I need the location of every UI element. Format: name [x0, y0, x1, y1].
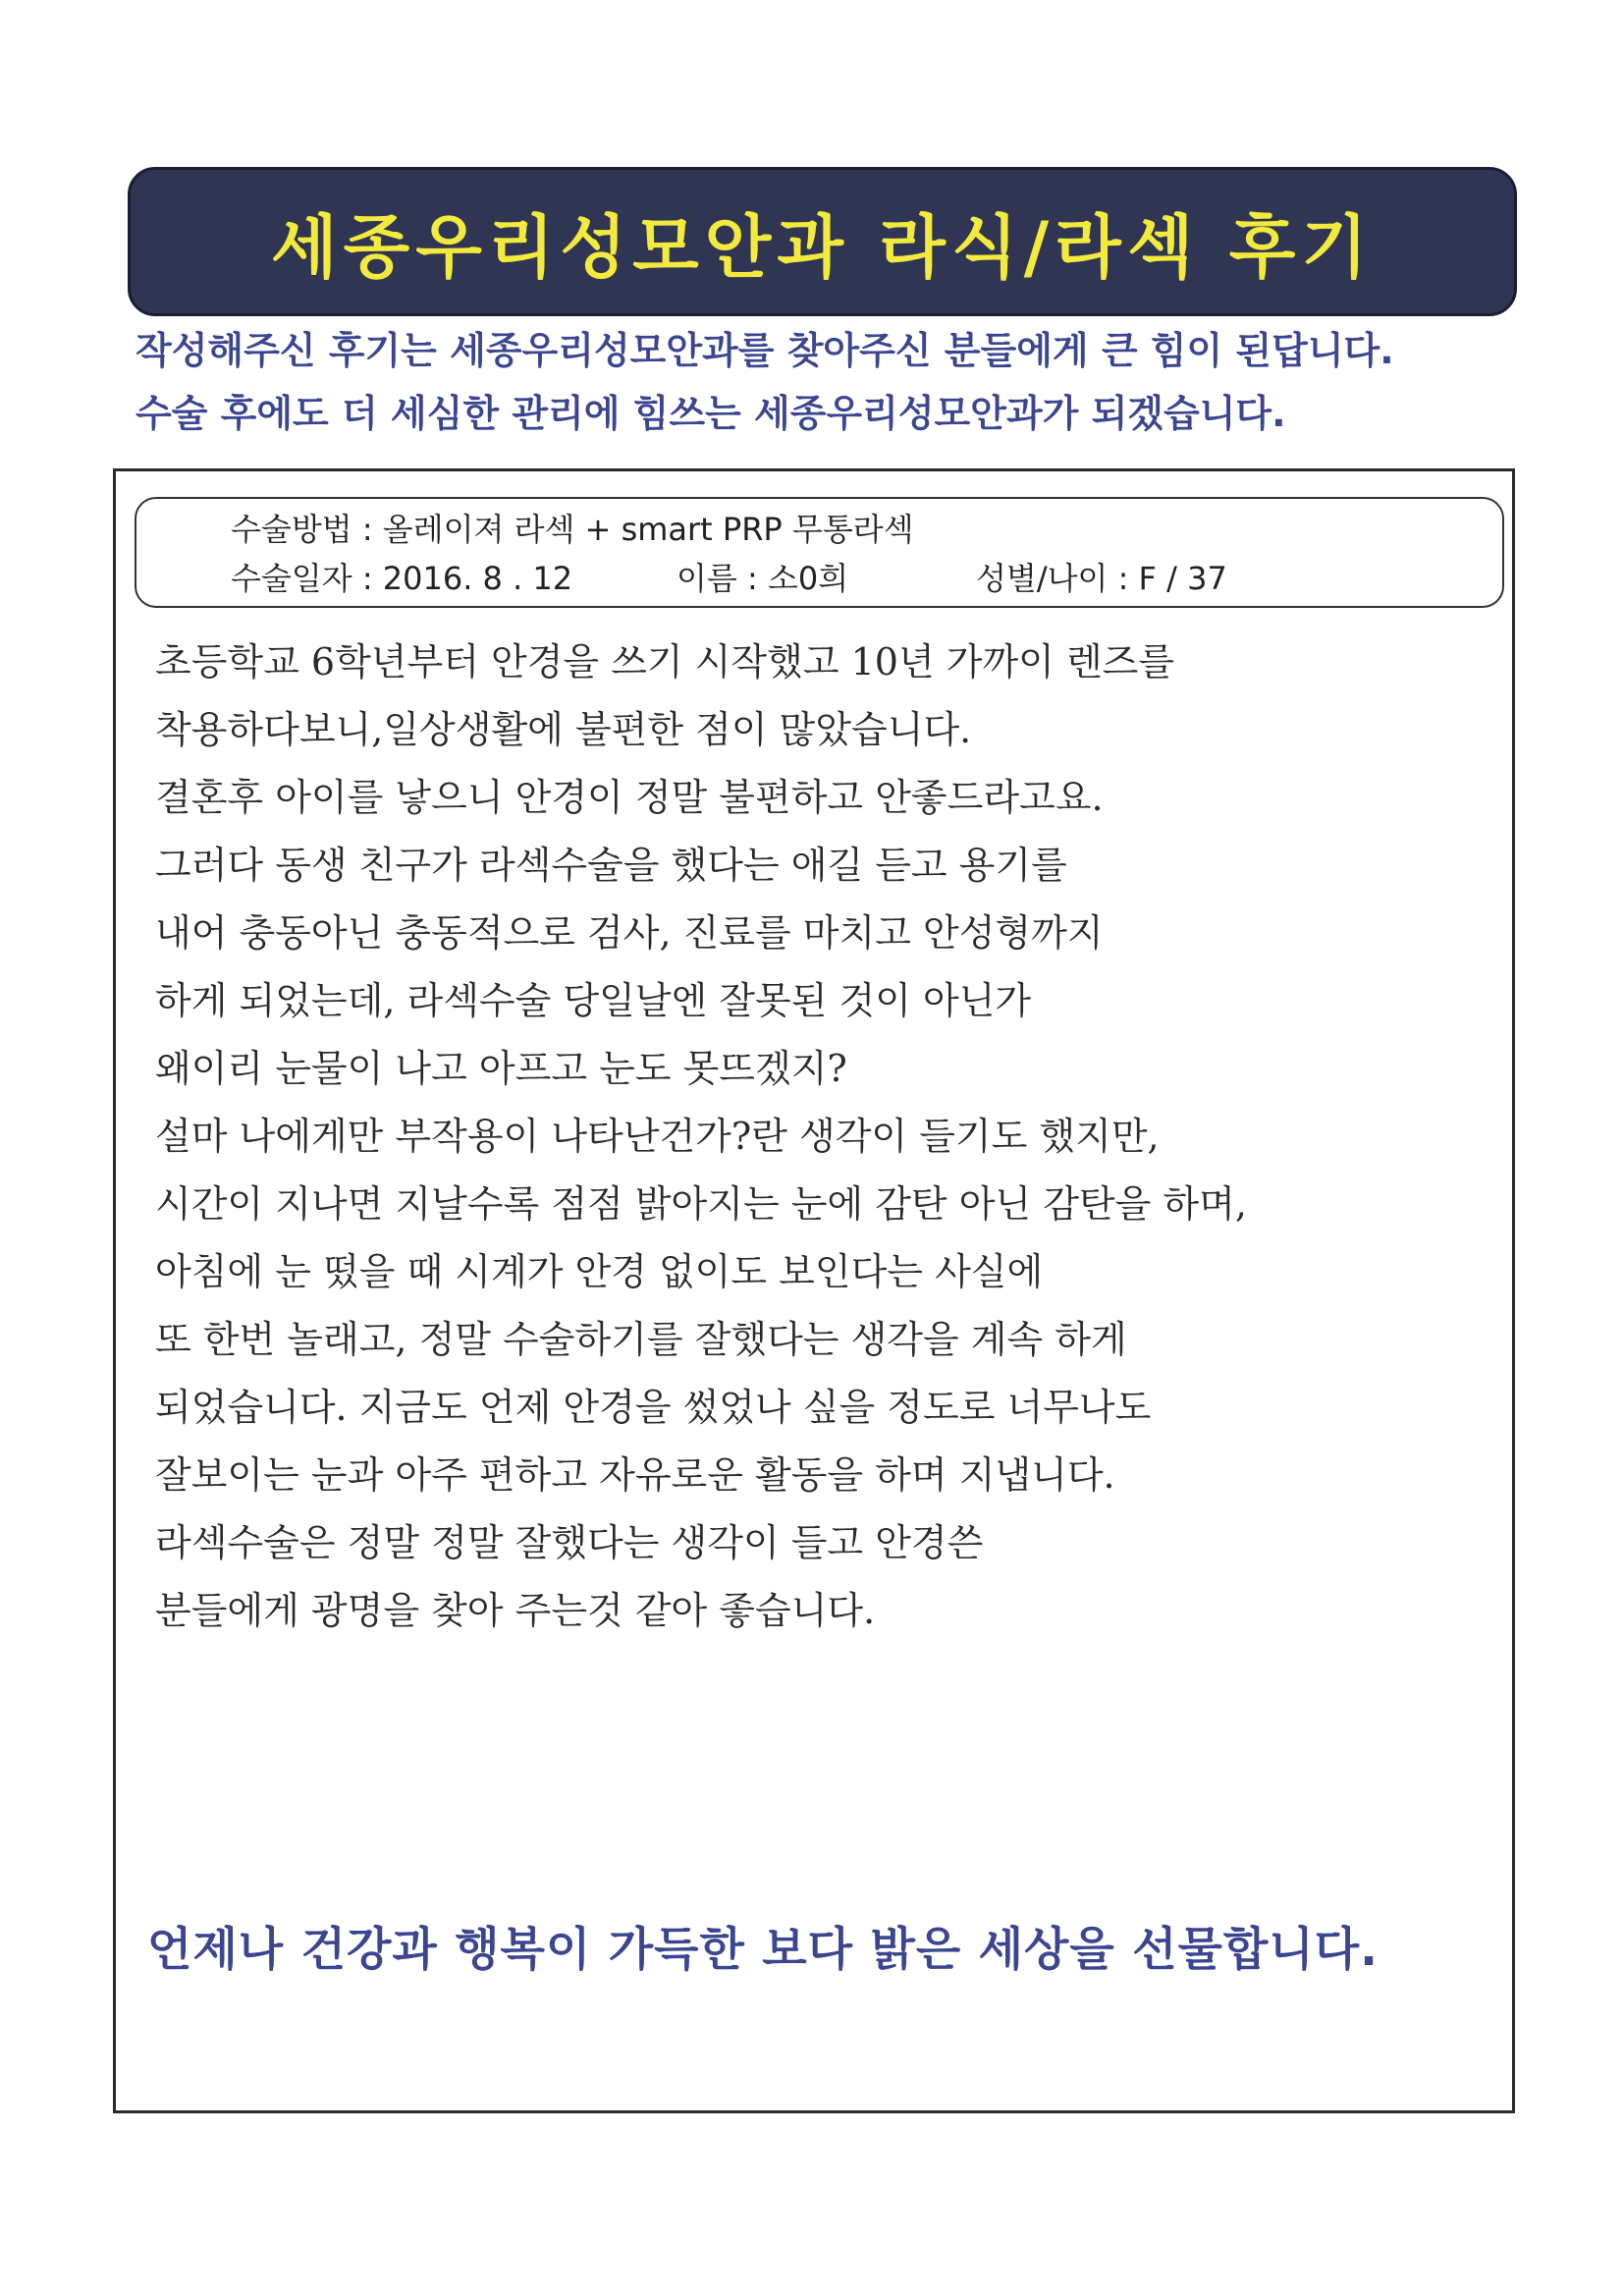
- review-line: 아침에 눈 떴을 때 시계가 안경 없이도 보인다는 사실에: [155, 1250, 1044, 1293]
- patient-name: 이름 : 소0희: [676, 560, 849, 597]
- review-body: [155, 629, 1510, 1645]
- review-line: 초등학교 6학년부터 안경을 쓰기 시작했고 10년 가까이 렌즈를: [155, 640, 1175, 683]
- review-line: 또 한번 놀래고, 정말 수술하기를 잘했다는 생각을 계속 하게: [155, 1318, 1127, 1361]
- patient-gender-age: 성별/나이 : F / 37: [976, 560, 1227, 597]
- review-line: 하게 되었는데, 라섹수술 당일날엔 잘못된 것이 아닌가: [155, 979, 1032, 1022]
- surgery-info-box: [135, 497, 1504, 608]
- intro-line: 작성해주신 후기는 세종우리성모안과를 찾아주신 분들에게 큰 힘이 된답니다.: [135, 329, 1394, 372]
- review-line: 설마 나에게만 부작용이 나타난건가?란 생각이 들기도 했지만,: [155, 1115, 1160, 1158]
- review-line: 왜이리 눈물이 나고 아프고 눈도 못뜨겠지?: [155, 1047, 847, 1090]
- surgery-method: 수술방법 : 올레이져 라섹 + smart PRP 무통라섹: [231, 511, 914, 548]
- review-line: 그러다 동생 친구가 라섹수술을 했다는 애길 듣고 용기를: [155, 844, 1067, 887]
- footer-message: 언제나 건강과 행복이 가득한 보다 밝은 세상을 선물합니다.: [147, 1923, 1380, 1977]
- review-line: 잘보이는 눈과 아주 편하고 자유로운 활동을 하며 지냅니다.: [155, 1453, 1115, 1497]
- review-line: 분들에게 광명을 찾아 주는것 같아 좋습니다.: [155, 1589, 876, 1632]
- review-line: 착용하다보니,일상생활에 불편한 점이 많았습니다.: [155, 708, 972, 751]
- review-line: 시간이 지나면 지날수록 점점 밝아지는 눈에 감탄 아닌 감탄을 하며,: [155, 1182, 1247, 1226]
- page-title: 세종우리성모안과 라식/라섹 후기: [271, 206, 1374, 288]
- review-line: 라섹수술은 정말 정말 잘했다는 생각이 들고 안경쓴: [155, 1521, 984, 1564]
- surgery-date: 수술일자 : 2016. 8 . 12: [231, 560, 573, 597]
- review-line: 결혼후 아이를 낳으니 안경이 정말 불편하고 안좋드라고요.: [155, 776, 1104, 819]
- review-line: 내어 충동아닌 충동적으로 검사, 진료를 마치고 안성형까지: [155, 911, 1104, 955]
- title-banner: [128, 167, 1517, 316]
- review-line: 되었습니다. 지금도 언제 안경을 썼었나 싶을 정도로 너무나도: [155, 1386, 1152, 1429]
- intro-text: [135, 319, 1540, 445]
- intro-line: 수술 후에도 더 세심한 관리에 힘쓰는 세종우리성모안과가 되겠습니다.: [135, 392, 1286, 435]
